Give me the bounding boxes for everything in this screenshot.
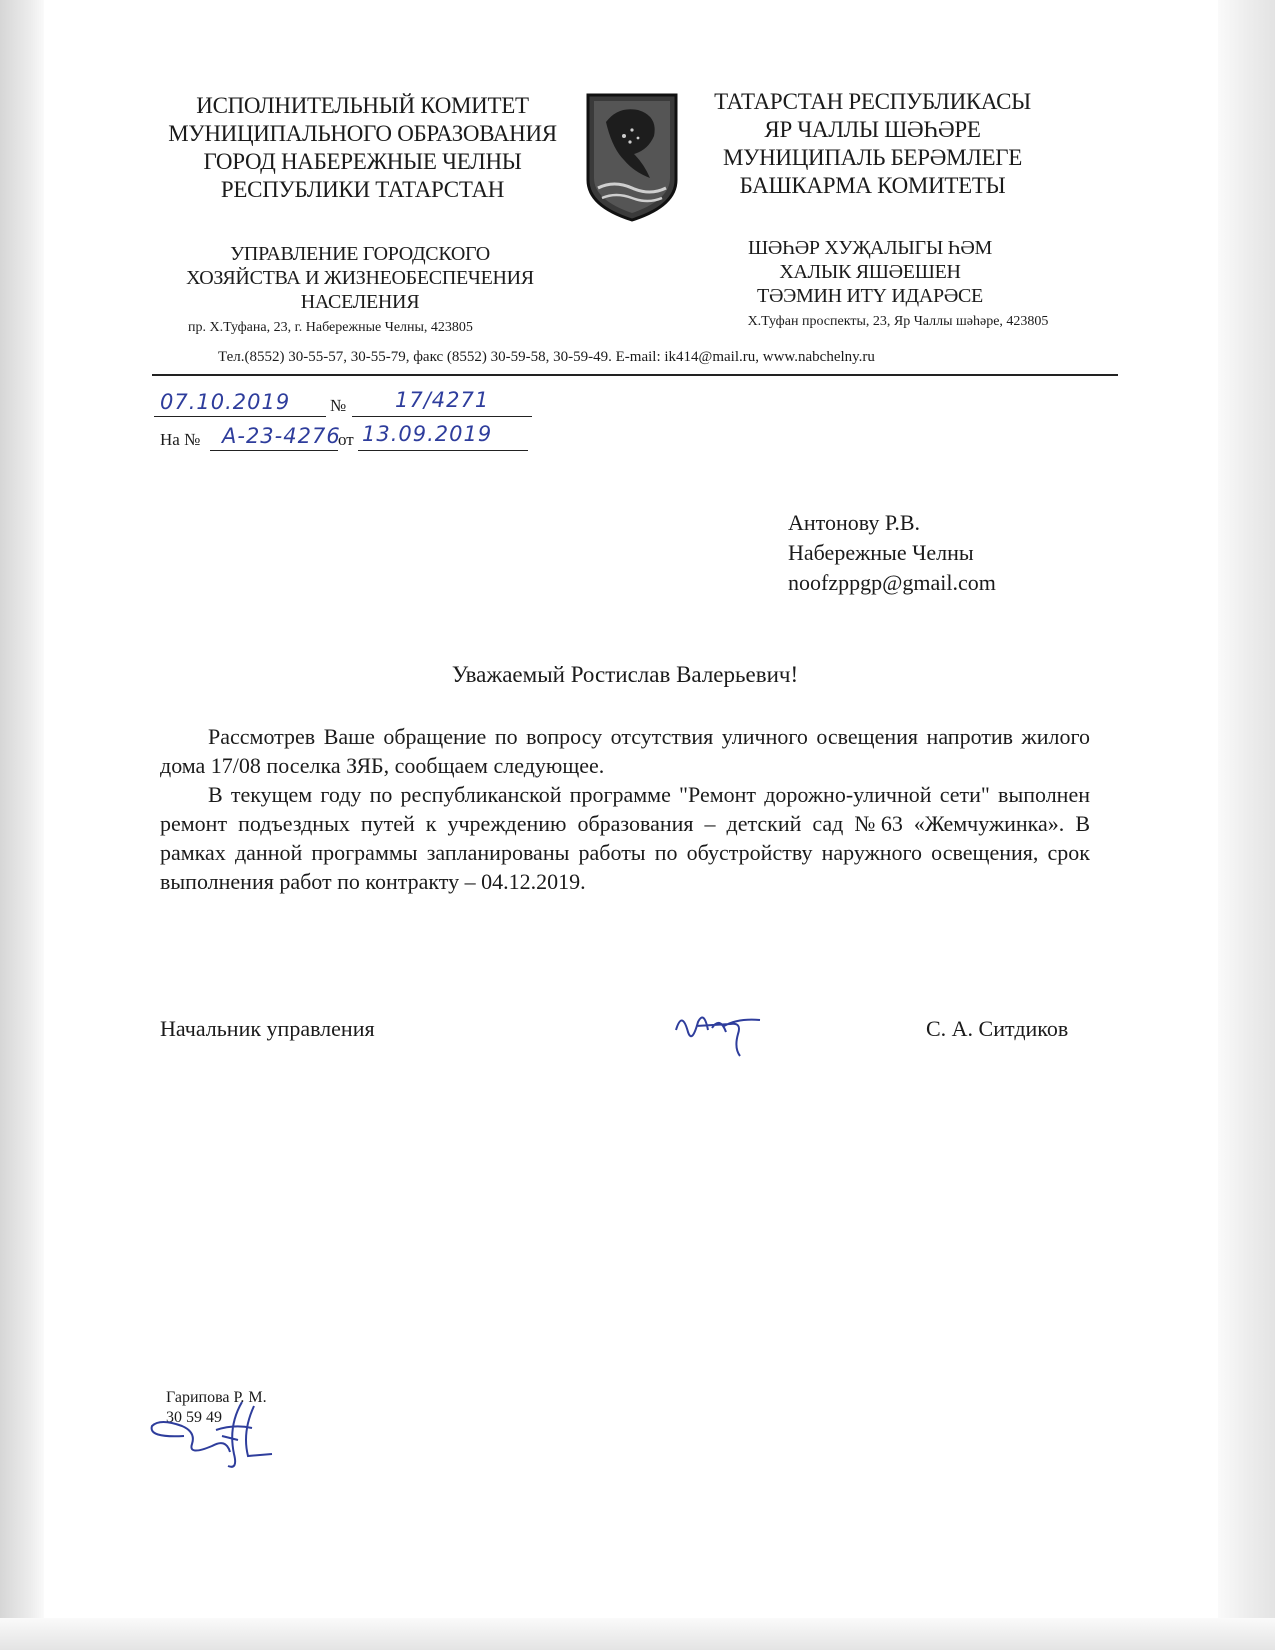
letterhead-right-dept-line: ХАЛЫК ЯШӘЕШЕН [779, 261, 961, 283]
letterhead-right-department [690, 236, 1050, 308]
letterhead-right-title-line: ТАТАРСТАН РЕСПУБЛИКАСЫ [714, 89, 1031, 114]
scan-edge-right [1218, 0, 1275, 1650]
letterhead-right-title-line: ЯР ЧАЛЛЫ ШӘҺӘРЕ [764, 117, 981, 142]
letterhead-left-dept-line: НАСЕЛЕНИЯ [300, 291, 420, 313]
city-coat-of-arms-icon [584, 92, 680, 224]
incoming-date: 13.09.2019 [362, 422, 493, 446]
incoming-date-line [358, 450, 528, 451]
body-paragraph: Рассмотрев Ваше обращение по вопросу отсутствия уличного освещения напротив жилого дома 17/08 поселка ЗЯБ, сообщаем следующее. [160, 724, 1090, 778]
signatory-position: Начальник управления [160, 1016, 375, 1041]
outgoing-date-line [154, 416, 326, 417]
letterhead-left-title-line: ГОРОД НАБЕРЕЖНЫЕ ЧЕЛНЫ [203, 149, 522, 174]
handwritten-signature-icon [668, 1004, 778, 1064]
letterhead-right-dept-line: ТӘЭМИН ИТҮ ИДАРӘСЕ [757, 285, 983, 307]
outgoing-number-line [352, 416, 532, 417]
incoming-number-label: На № [160, 430, 201, 449]
body-paragraph: В текущем году по республиканской программе "Ремонт дорожно-уличной сети" выполнен ремонт подъездных путей к учреждению образования – детский сад №63 «Жемчужинка». В рамках данной программы запланированы работы по обустройству наружного освещения, срок выполнения работ по контракту – 04.12.2019. [160, 782, 1090, 894]
outgoing-number-label: № [330, 396, 347, 415]
letter-body [160, 722, 1090, 896]
recipient-block [788, 508, 996, 598]
scan-edge-bottom [0, 1618, 1275, 1650]
letterhead-contacts: Тел.(8552) 30-55-57, 30-55-79, факс (8552) 30-59-58, 30-59-49. E-mail: ik414@mail.ru, www.nabchelny.ru [218, 349, 875, 365]
recipient-city: Набережные Челны [788, 540, 974, 565]
salutation: Уважаемый Ростислав Валерьевич! [451, 662, 799, 687]
letterhead-left-department [160, 242, 560, 314]
letterhead-divider [152, 374, 1118, 376]
letterhead-right-dept-line: ШӘҺӘР ХУҖАЛЫГЫ ҺӘМ [748, 237, 992, 259]
recipient-name: Антонову Р.В. [788, 510, 921, 535]
recipient-email: noofzppgp@gmail.com [788, 570, 996, 595]
letterhead-right-title-line: БАШКАРМА КОМИТЕТЫ [739, 173, 1006, 198]
handwritten-initials-icon [142, 1396, 282, 1476]
letterhead-left-dept-line: УПРАВЛЕНИЕ ГОРОДСКОГО [230, 243, 490, 265]
outgoing-date: 07.10.2019 [160, 390, 291, 414]
letterhead-left-address: пр. Х.Туфана, 23, г. Набережные Челны, 423805 [188, 320, 473, 335]
executor-phone: 30 59 49 [166, 1409, 222, 1426]
letterhead-right-address: Х.Туфан проспекты, 23, Яр Чаллы шәһәре, 423805 [747, 314, 1049, 329]
letterhead-left-title-line: ИСПОЛНИТЕЛЬНЫЙ КОМИТЕТ [196, 93, 529, 118]
letterhead-left-title-line: РЕСПУБЛИКИ ТАТАРСТАН [220, 177, 505, 202]
incoming-number-line [210, 450, 338, 451]
signatory-name: С. А. Ситдиков [926, 1016, 1069, 1041]
executor-name: Гарипова Р. М. [166, 1389, 267, 1406]
letterhead-left-title-line: МУНИЦИПАЛЬНОГО ОБРАЗОВАНИЯ [168, 121, 557, 146]
letterhead-right-title [680, 88, 1065, 200]
letterhead-left-dept-line: ХОЗЯЙСТВА И ЖИЗНЕОБЕСПЕЧЕНИЯ [186, 267, 534, 289]
letterhead-right-title-line: МУНИЦИПАЛЬ БЕРӘМЛЕГЕ [722, 145, 1023, 170]
scan-edge-left [0, 0, 44, 1650]
letterhead-left-title [150, 92, 575, 204]
incoming-number: А-23-4276 [222, 424, 341, 448]
outgoing-number: 17/4271 [395, 388, 490, 412]
incoming-from-label: от [338, 430, 354, 449]
